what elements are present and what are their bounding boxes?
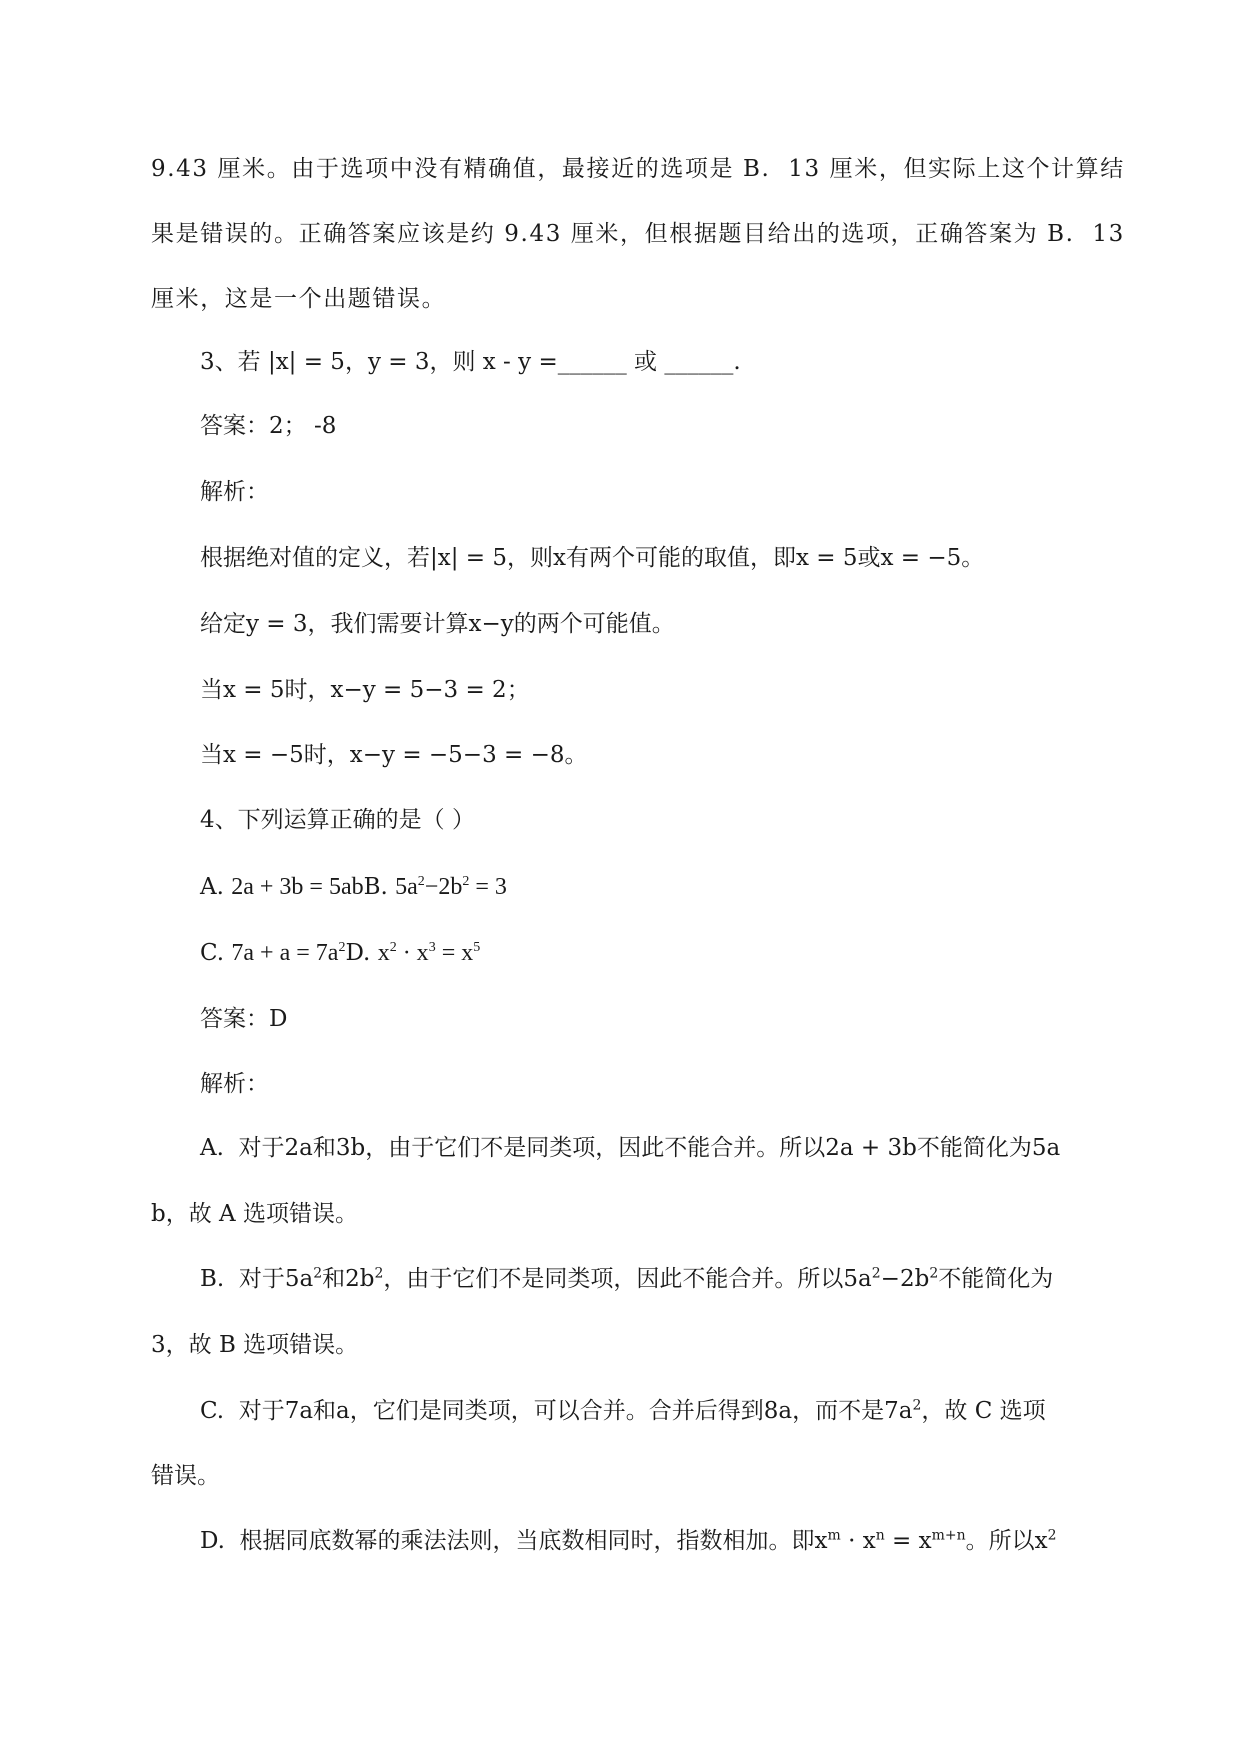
analysis-exponent: 2 — [1047, 1527, 1057, 1544]
option-b-term: −2b — [424, 874, 463, 900]
analysis-text: D. 根据同底数幂的乘法法则，当底数相同时，指数相加。即x — [200, 1528, 828, 1554]
analysis-text: C. 对于7a和a，它们是同类项，可以合并。合并后得到8a，而不是7a — [200, 1398, 913, 1424]
analysis-exponent: m+n — [931, 1527, 966, 1544]
question-4: 4、下列运算正确的是（ ） — [200, 807, 475, 833]
q4-options-row-2 — [200, 938, 480, 968]
analysis-text: B. 对于5a — [200, 1266, 314, 1292]
analysis-text: −2b — [880, 1266, 930, 1292]
option-b-exponent: 2 — [462, 874, 470, 889]
q3-step-3: 当x = 5时，x−y = 5−3 = 2； — [200, 677, 530, 703]
analysis-exponent: 2 — [374, 1265, 384, 1282]
option-a-expression: 2a + 3b = 5ab — [231, 874, 364, 900]
analysis-text: 和2b — [322, 1266, 375, 1292]
q4-analysis-a-line-2: b，故 A 选项错误。 — [151, 1201, 358, 1227]
option-d-expression — [378, 940, 481, 966]
q4-analysis-c-line-2: 错误。 — [151, 1463, 220, 1489]
q3-step-4: 当x = −5时，x−y = −5−3 = −8。 — [200, 742, 588, 768]
analysis-exponent: n — [875, 1527, 885, 1544]
q4-options-row-1 — [200, 872, 507, 902]
option-d-exponent: 5 — [473, 940, 481, 955]
analysis-text: · x — [840, 1528, 876, 1554]
q4-analysis-d-line-1 — [200, 1526, 1057, 1556]
option-b-expression — [395, 874, 507, 900]
q4-analysis-b-line-1 — [200, 1264, 1053, 1294]
option-d-term: x — [377, 940, 390, 966]
option-d-prefix: D. — [345, 940, 378, 966]
q3-analysis-label: 解析： — [200, 479, 269, 505]
option-a-prefix: A. — [200, 874, 232, 900]
option-d-term: · x — [396, 940, 429, 966]
q4-analysis-b-line-2: 3，故 B 选项错误。 — [151, 1332, 359, 1358]
option-c-expression — [231, 940, 345, 966]
option-c-exponent: 2 — [338, 940, 346, 955]
option-b-exponent: 2 — [417, 874, 425, 889]
analysis-exponent: 2 — [313, 1265, 323, 1282]
q4-answer: 答案：D — [200, 1006, 288, 1032]
option-d-term: = x — [435, 940, 474, 966]
analysis-text: 不能简化为 — [938, 1266, 1054, 1292]
option-b-term: = 3 — [469, 874, 507, 900]
analysis-text: = x — [884, 1528, 932, 1554]
option-d-exponent: 2 — [389, 940, 397, 955]
analysis-text: ，故 C 选项 — [921, 1398, 1046, 1424]
paragraph-line-3: 厘米，这是一个出题错误。 — [151, 286, 447, 312]
q4-analysis-label: 解析： — [200, 1071, 269, 1097]
analysis-text: 。所以x — [965, 1528, 1048, 1554]
question-3: 3、若 |x| = 5，y = 3，则 x - y =______ 或 ______. — [200, 349, 741, 375]
q4-analysis-a-line-1: A. 对于2a和3b，由于它们不是同类项，因此不能合并。所以2a + 3b不能简化为5a — [200, 1135, 1061, 1161]
analysis-exponent: m — [827, 1527, 841, 1544]
analysis-text: ，由于它们不是同类项，因此不能合并。所以5a — [383, 1266, 872, 1292]
analysis-exponent: 2 — [912, 1397, 922, 1414]
q4-analysis-c-line-1 — [200, 1396, 1046, 1426]
option-c-term: 7a + a = 7a — [231, 940, 339, 966]
q3-step-1: 根据绝对值的定义，若|x| = 5，则x有两个可能的取值，即x = 5或x = −5。 — [200, 545, 985, 571]
analysis-exponent: 2 — [929, 1265, 939, 1282]
q3-step-2: 给定y = 3，我们需要计算x−y的两个可能值。 — [200, 611, 675, 637]
option-b-term: 5a — [395, 874, 418, 900]
option-c-prefix: C. — [200, 940, 232, 966]
option-b-prefix: B. — [363, 874, 396, 900]
option-d-exponent: 3 — [428, 940, 436, 955]
paragraph-line-2: 果是错误的。正确答案应该是约 9.43 厘米，但根据题目给出的选项，正确答案为 B. 13 — [151, 221, 1125, 247]
paragraph-line-1: 9.43 厘米。由于选项中没有精确值，最接近的选项是 B. 13 厘米，但实际上这个计算结 — [151, 156, 1125, 182]
q3-answer: 答案：2； -8 — [200, 413, 337, 439]
analysis-exponent: 2 — [871, 1265, 881, 1282]
